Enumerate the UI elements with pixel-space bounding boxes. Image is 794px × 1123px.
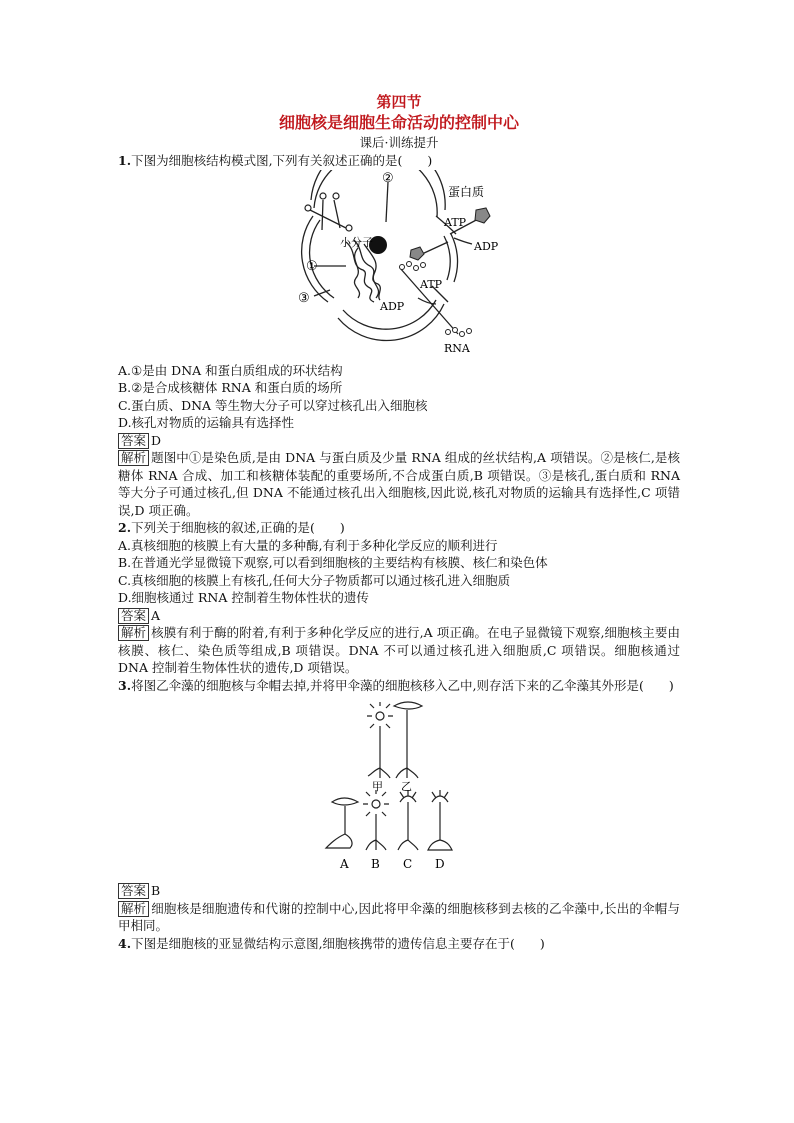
q2-option-c: C.真核细胞的核膜上有核孔,任何大分子物质都可以通过核孔进入细胞质 [118, 572, 511, 588]
nucleus-structure-figure [118, 170, 680, 362]
q2-option-b: B.在普通光学显微镜下观察,可以看到细胞核的主要结构有核膜、核仁和染色体 [118, 555, 548, 570]
q1-answer [118, 432, 680, 450]
alga-option-d [428, 790, 452, 850]
protein-label: 蛋白质 [448, 184, 485, 199]
acetabularia-diagram [118, 694, 680, 882]
section-heading: 第四节 [376, 93, 422, 111]
answer-value: D [151, 432, 162, 448]
label-yi: 乙 [401, 780, 412, 793]
mark-1-label: ① [306, 258, 318, 274]
question-text: 下图为细胞核结构模式图,下列有关叙述正确的是( ) [131, 153, 433, 168]
q2-analysis [118, 624, 680, 677]
rna-label: RNA [444, 341, 470, 355]
adp-bottom-label: ADP [380, 299, 405, 313]
analysis-tag: 解析 [118, 901, 149, 917]
acetabularia-figure [118, 694, 680, 882]
worksheet-page [118, 92, 680, 952]
question-number: 4. [118, 935, 132, 951]
q1-option-c: C.蛋白质、DNA 等生物大分子可以穿过核孔出入细胞核 [118, 397, 428, 413]
analysis-tag: 解析 [118, 450, 149, 466]
analysis-tag: 解析 [118, 625, 149, 641]
page-title: 细胞核是细胞生命活动的控制中心 [278, 113, 519, 132]
label-a: A [340, 857, 349, 871]
question-number: 1. [118, 153, 132, 168]
q2-option-d: D.细胞核通过 RNA 控制着生物体性状的遗传 [118, 590, 369, 605]
label-d: D [435, 857, 445, 871]
label-jia: 甲 [372, 780, 383, 793]
q3-analysis [118, 900, 680, 935]
mark-3-label: ③ [298, 290, 310, 306]
analysis-text: 核膜有利于酶的附着,有利于多种化学反应的进行,A 项正确。在电子显微镜下观察,细胞核主要由核膜、核仁、染色质等组成,B 项错误。DNA 不可以通过核孔进入细胞质,C 项错误。细胞核通过 DNA 控制着生物体性状的遗传,D 项错误。 [118, 625, 680, 675]
answer-tag: 答案 [118, 608, 149, 624]
question-2-stem [118, 519, 680, 537]
answer-value: A [151, 607, 161, 623]
question-number: 2. [118, 520, 132, 535]
label-b: B [371, 857, 380, 871]
atp-bottom-label: ATP [420, 277, 443, 291]
alga-option-c [398, 790, 418, 850]
q3-answer [118, 882, 680, 900]
answer-tag: 答案 [118, 433, 149, 449]
alga-option-a [326, 798, 358, 848]
page-subtitle: 课后·训练提升 [359, 135, 439, 150]
question-text: 下列关于细胞核的叙述,正确的是( ) [131, 520, 345, 535]
question-3-stem [118, 677, 680, 695]
atp-top-label: ATP [444, 215, 467, 229]
nucleus-diagram [118, 170, 680, 362]
analysis-text: 题图中①是染色质,是由 DNA 与蛋白质及少量 RNA 组成的丝状结构,A 项错误。②是核仁,是核糖体 RNA 合成、加工和核糖体装配的重要场所,不合成蛋白质,B 项错误。③是核孔,蛋白质和 RNA 等大分子可通过核孔,但 DNA 不能通过核孔出入细胞核,因此说,核孔对物质的运输具有选择性,C 项错误,D 项正确。 [118, 450, 680, 518]
question-4-stem [118, 935, 680, 953]
analysis-text: 细胞核是细胞遗传和代谢的控制中心,因此将甲伞藻的细胞核移到去核的乙伞藻中,长出的伞帽与甲相同。 [118, 900, 680, 933]
answer-tag: 答案 [118, 883, 149, 899]
question-text: 将图乙伞藻的细胞核与伞帽去掉,并将甲伞藻的细胞核移入乙中,则存活下来的乙伞藻其外形是( ) [131, 677, 674, 693]
alga-yi [394, 702, 422, 778]
q1-option-b: B.②是合成核糖体 RNA 和蛋白质的场所 [118, 380, 343, 395]
q2-option-a: A.真核细胞的核膜上有大量的多种酶,有利于多种化学反应的顺利进行 [118, 537, 498, 553]
q1-option-a: A.①是由 DNA 和蛋白质组成的环状结构 [118, 362, 343, 378]
mark-2-label: ② [382, 170, 394, 186]
small-molecule-label: 小分子 [340, 235, 373, 249]
q2-answer [118, 607, 680, 625]
alga-option-b [363, 790, 389, 850]
q1-analysis [118, 449, 680, 519]
question-number: 3. [118, 677, 132, 693]
question-text: 下图是细胞核的亚显微结构示意图,细胞核携带的遗传信息主要存在于( ) [131, 935, 545, 951]
answer-value: B [151, 883, 161, 898]
protein-shape [475, 208, 490, 223]
alga-jia [367, 702, 393, 778]
question-1-stem [118, 152, 680, 170]
adp-top-label: ADP [474, 239, 499, 253]
label-c: C [403, 857, 413, 871]
q1-option-d: D.核孔对物质的运输具有选择性 [118, 415, 295, 430]
